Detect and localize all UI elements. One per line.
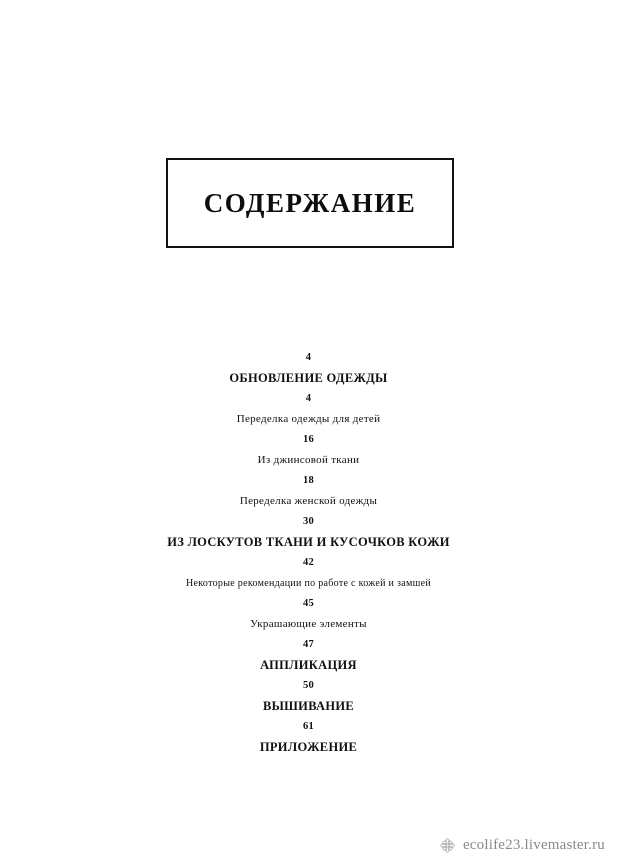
page-title-box xyxy=(166,158,454,248)
toc-entry-label: Украшающие элементы xyxy=(250,618,367,630)
watermark xyxy=(439,837,605,854)
toc-entry-label: ВЫШИВАНИЕ xyxy=(262,699,355,713)
watermark-text: ecolife23.livemaster.ru xyxy=(462,837,605,853)
toc-entry-page: 61 xyxy=(303,721,314,732)
toc-entry-label: Некоторые рекомендации по работе с кожей и замшей xyxy=(186,578,431,589)
toc-entry-page: 47 xyxy=(303,639,314,650)
toc-entry-label: Из джинсовой ткани xyxy=(257,454,360,466)
toc-entry-page: 42 xyxy=(303,557,314,568)
toc-entry xyxy=(0,676,617,717)
toc-entry xyxy=(0,553,617,594)
toc-entry xyxy=(0,594,617,635)
toc-entry-page: 4 xyxy=(305,393,312,404)
page-title: СОДЕРЖАНИЕ xyxy=(203,187,417,218)
toc-entry-page: 50 xyxy=(303,680,314,691)
toc-entry-label: Переделка женской одежды xyxy=(239,495,378,507)
toc-entry xyxy=(0,717,617,758)
toc-entry-page: 18 xyxy=(303,475,314,486)
toc-entry-page: 4 xyxy=(305,352,312,363)
toc-entry-page: 45 xyxy=(303,598,314,609)
toc-entry xyxy=(0,512,617,553)
toc-entry-label: ОБНОВЛЕНИЕ ОДЕЖДЫ xyxy=(229,371,388,385)
flower-icon xyxy=(439,837,456,854)
toc-entry xyxy=(0,635,617,676)
toc-entry-page: 30 xyxy=(303,516,314,527)
toc-entry-label: Переделка одежды для детей xyxy=(236,413,381,425)
toc-entry-page: 16 xyxy=(303,434,314,445)
toc-entry-label: ИЗ ЛОСКУТОВ ТКАНИ И КУСОЧКОВ КОЖИ xyxy=(167,535,450,549)
toc-entry xyxy=(0,389,617,430)
table-of-contents xyxy=(0,348,617,758)
toc-entry xyxy=(0,430,617,471)
toc-entry xyxy=(0,471,617,512)
toc-entry xyxy=(0,348,617,389)
toc-entry-label: АППЛИКАЦИЯ xyxy=(260,658,357,672)
toc-entry-label: ПРИЛОЖЕНИЕ xyxy=(259,740,358,754)
